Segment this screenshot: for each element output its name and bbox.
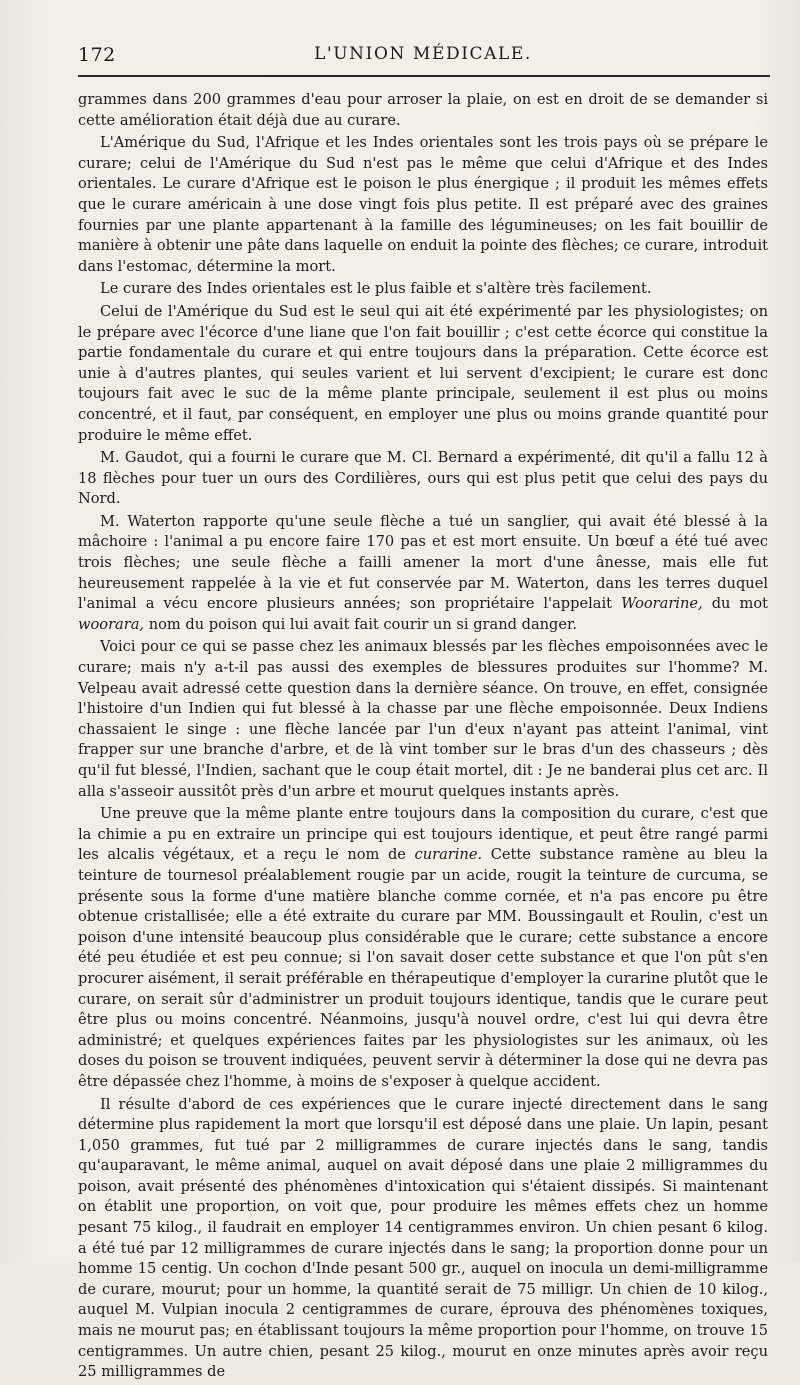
- paragraph: grammes dans 200 grammes d'eau pour arroser la plaie, on est en droit de se demander si cette amélioration était déjà due au curare.: [78, 91, 768, 129]
- page-header: [78, 44, 768, 72]
- paragraph: L'Amérique du Sud, l'Afrique et les Indes orientales sont les trois pays où se prépare le curare; celui de l'Amérique du Sud n'est pas le même que celui d'Afrique et des Indes orientales. Le curare d'Afrique est le poison le plus énergique ; il produit les mêmes effets que le curare américain à une dose vingt fois plus petite. Il est préparé avec des graines fournies par une plante appartenant à la famille des légumineuses; on les fait bouillir de manière à obtenir une pâte dans laquelle on enduit la pointe des flèches; ce curare, introduit dans l'estomac, détermine la mort.: [78, 134, 768, 275]
- paragraph: Il résulte d'abord de ces expériences que le curare injecté directement dans le sang détermine plus rapidement la mort que lorsqu'il est déposé dans une plaie. Un lapin, pesant 1,050 grammes, fut tué par 2 milligrammes de curare injectés dans le sang, tandis qu'auparavant, le même animal, auquel on avait déposé dans une plaie 2 milligrammes du poison, avait présenté des phénomènes d'intoxication qui s'étaient dissipés. Si maintenant on établit une proportion, on voit que, pour produire les mêmes effets chez un homme pesant 75 kilog., il faudrait en employer 14 centigrammes environ. Un chien pesant 6 kilog. a été tué par 12 milligrammes de curare injectés dans le sang; la proportion donne pour un homme 15 centig. Un cochon d'Inde pesant 500 gr., auquel on inocula un demi-milligramme de curare, mourut; pour un homme, la quantité serait de 75 milligr. Un chien de 10 kilog., auquel M. Vulpian inocula 2 centigrammes de curare, éprouva des phénomènes toxiques, mais ne mourut pas; en établissant toujours la même proportion pour l'homme, on trouve 15 centigrammes. Un autre chien, pesant 25 kilog., mourut en onze minutes après avoir reçu 25 milligrammes de: [78, 1095, 768, 1381]
- paragraph-text: M. Waterton rapporte qu'une seule flèche a tué un sanglier, qui avait été blessé à la mâchoire : l'animal a pu encore faire 170 pas et est mort ensuite. Un bœuf a été tué avec trois flèches; une seule flèche a failli amener la mort d'une ânesse, mais elle fut heureusement rappelée à la vie et fut conservée par M. Waterton, dans les terres duquel l'animal a vécu encore plusieurs années; son propriétaire l'appelait: [78, 512, 768, 613]
- paragraph: [78, 512, 768, 636]
- paragraph-text: Cette substance ramène au bleu la teinture de tournesol préalablement rougie par un acide, rougit la teinture de curcuma, se présente sous la forme d'une matière blanche comme cornée, et n'a pas encore pu être obtenue cristallisée; elle a été extraite du curare par MM. Boussingault et Roulin, c'est un poison d'une intensité beaucoup plus considérable que le curare; cette substance a encore été peu étudiée et est peu connue; si l'on savait doser cette substance et que l'on pût s'en procurer aisément, il serait préférable en thérapeutique d'employer la curarine plutôt que le curare, on serait sûr d'administrer un produit toujours identique, tandis que le curare peut être plus ou moins concentré. Néanmoins, jusqu'à nouvel ordre, c'est lui qui devra être administré; et quelques expériences faites par les physiologistes sur les animaux, où les doses du poison se trouvent indiquées, peuvent servir à déterminer la dose qui ne devra pas être dépassée chez l'homme, à moins de s'exposer à quelque accident.: [78, 846, 768, 1090]
- paragraph: [78, 804, 768, 1092]
- article-body: [78, 90, 768, 1385]
- paragraph-text: nom du poison qui lui avait fait courir un si grand danger.: [144, 615, 578, 633]
- paragraph-text: du mot: [702, 595, 768, 613]
- running-title: L'UNION MÉDICALE.: [314, 44, 532, 64]
- paragraph: Celui de l'Amérique du Sud est le seul qui ait été expérimenté par les physiologistes; on le prépare avec l'écorce d'une liane que l'on fait bouillir ; c'est cette écorce qui constitue la partie fondamentale du curare et qui entre toujours dans la préparation. Cette écorce est unie à d'autres plantes, qui seules varient et lui servent d'excipient; le curare est donc toujours fait avec le suc de la même plante principale, seulement il est plus ou moins concentré, et il faut, par conséquent, en employer une plus ou moins grande quantité pour produire le même effet.: [78, 302, 768, 444]
- paragraph: Voici pour ce qui se passe chez les animaux blessés par les flèches empoisonnées avec le curare; mais n'y a-t-il pas aussi des exemples de blessures produites sur l'homme? M. Velpeau avait adressé cette question dans la dernière séance. On trouve, en effet, consignée l'histoire d'un Indien qui fut blessé à la chasse par une flèche empoisonnée. Deux Indiens chassaient le singe : une flèche lancée par l'un d'eux n'ayant pas atteint l'animal, vint frapper sur une branche d'arbre, et de là vint tomber sur le bras d'un des chasseurs ; dès qu'il fut blessé, l'Indien, sachant que le coup était mortel, dit : Je ne banderai plus cet arc. Il alla s'asseoir aussitôt près d'un arbre et mourut quelques instants après.: [78, 638, 768, 800]
- paragraph-text: Une preuve que la même plante entre toujours dans la composition du curare, c'est que la chimie a pu en extraire un principe qui est toujours identique, et peut être rangé parmi les alcalis végétaux, et a reçu le nom de: [78, 805, 768, 864]
- italic-term: woorara,: [78, 615, 145, 633]
- page-number: 172: [78, 44, 116, 66]
- paragraph: M. Gaudot, qui a fourni le curare que M. Cl. Bernard a expérimenté, dit qu'il a fallu 12 à 18 flèches pour tuer un ours des Cordilières, ours qui est plus petit que celui des pays du Nord.: [78, 449, 768, 508]
- italic-term: Woorarine,: [621, 595, 703, 613]
- italic-term: curarine.: [414, 846, 483, 864]
- paragraph: Le curare des Indes orientales est le plus faible et s'altère très facilement.: [100, 280, 652, 298]
- header-rule: [78, 75, 770, 77]
